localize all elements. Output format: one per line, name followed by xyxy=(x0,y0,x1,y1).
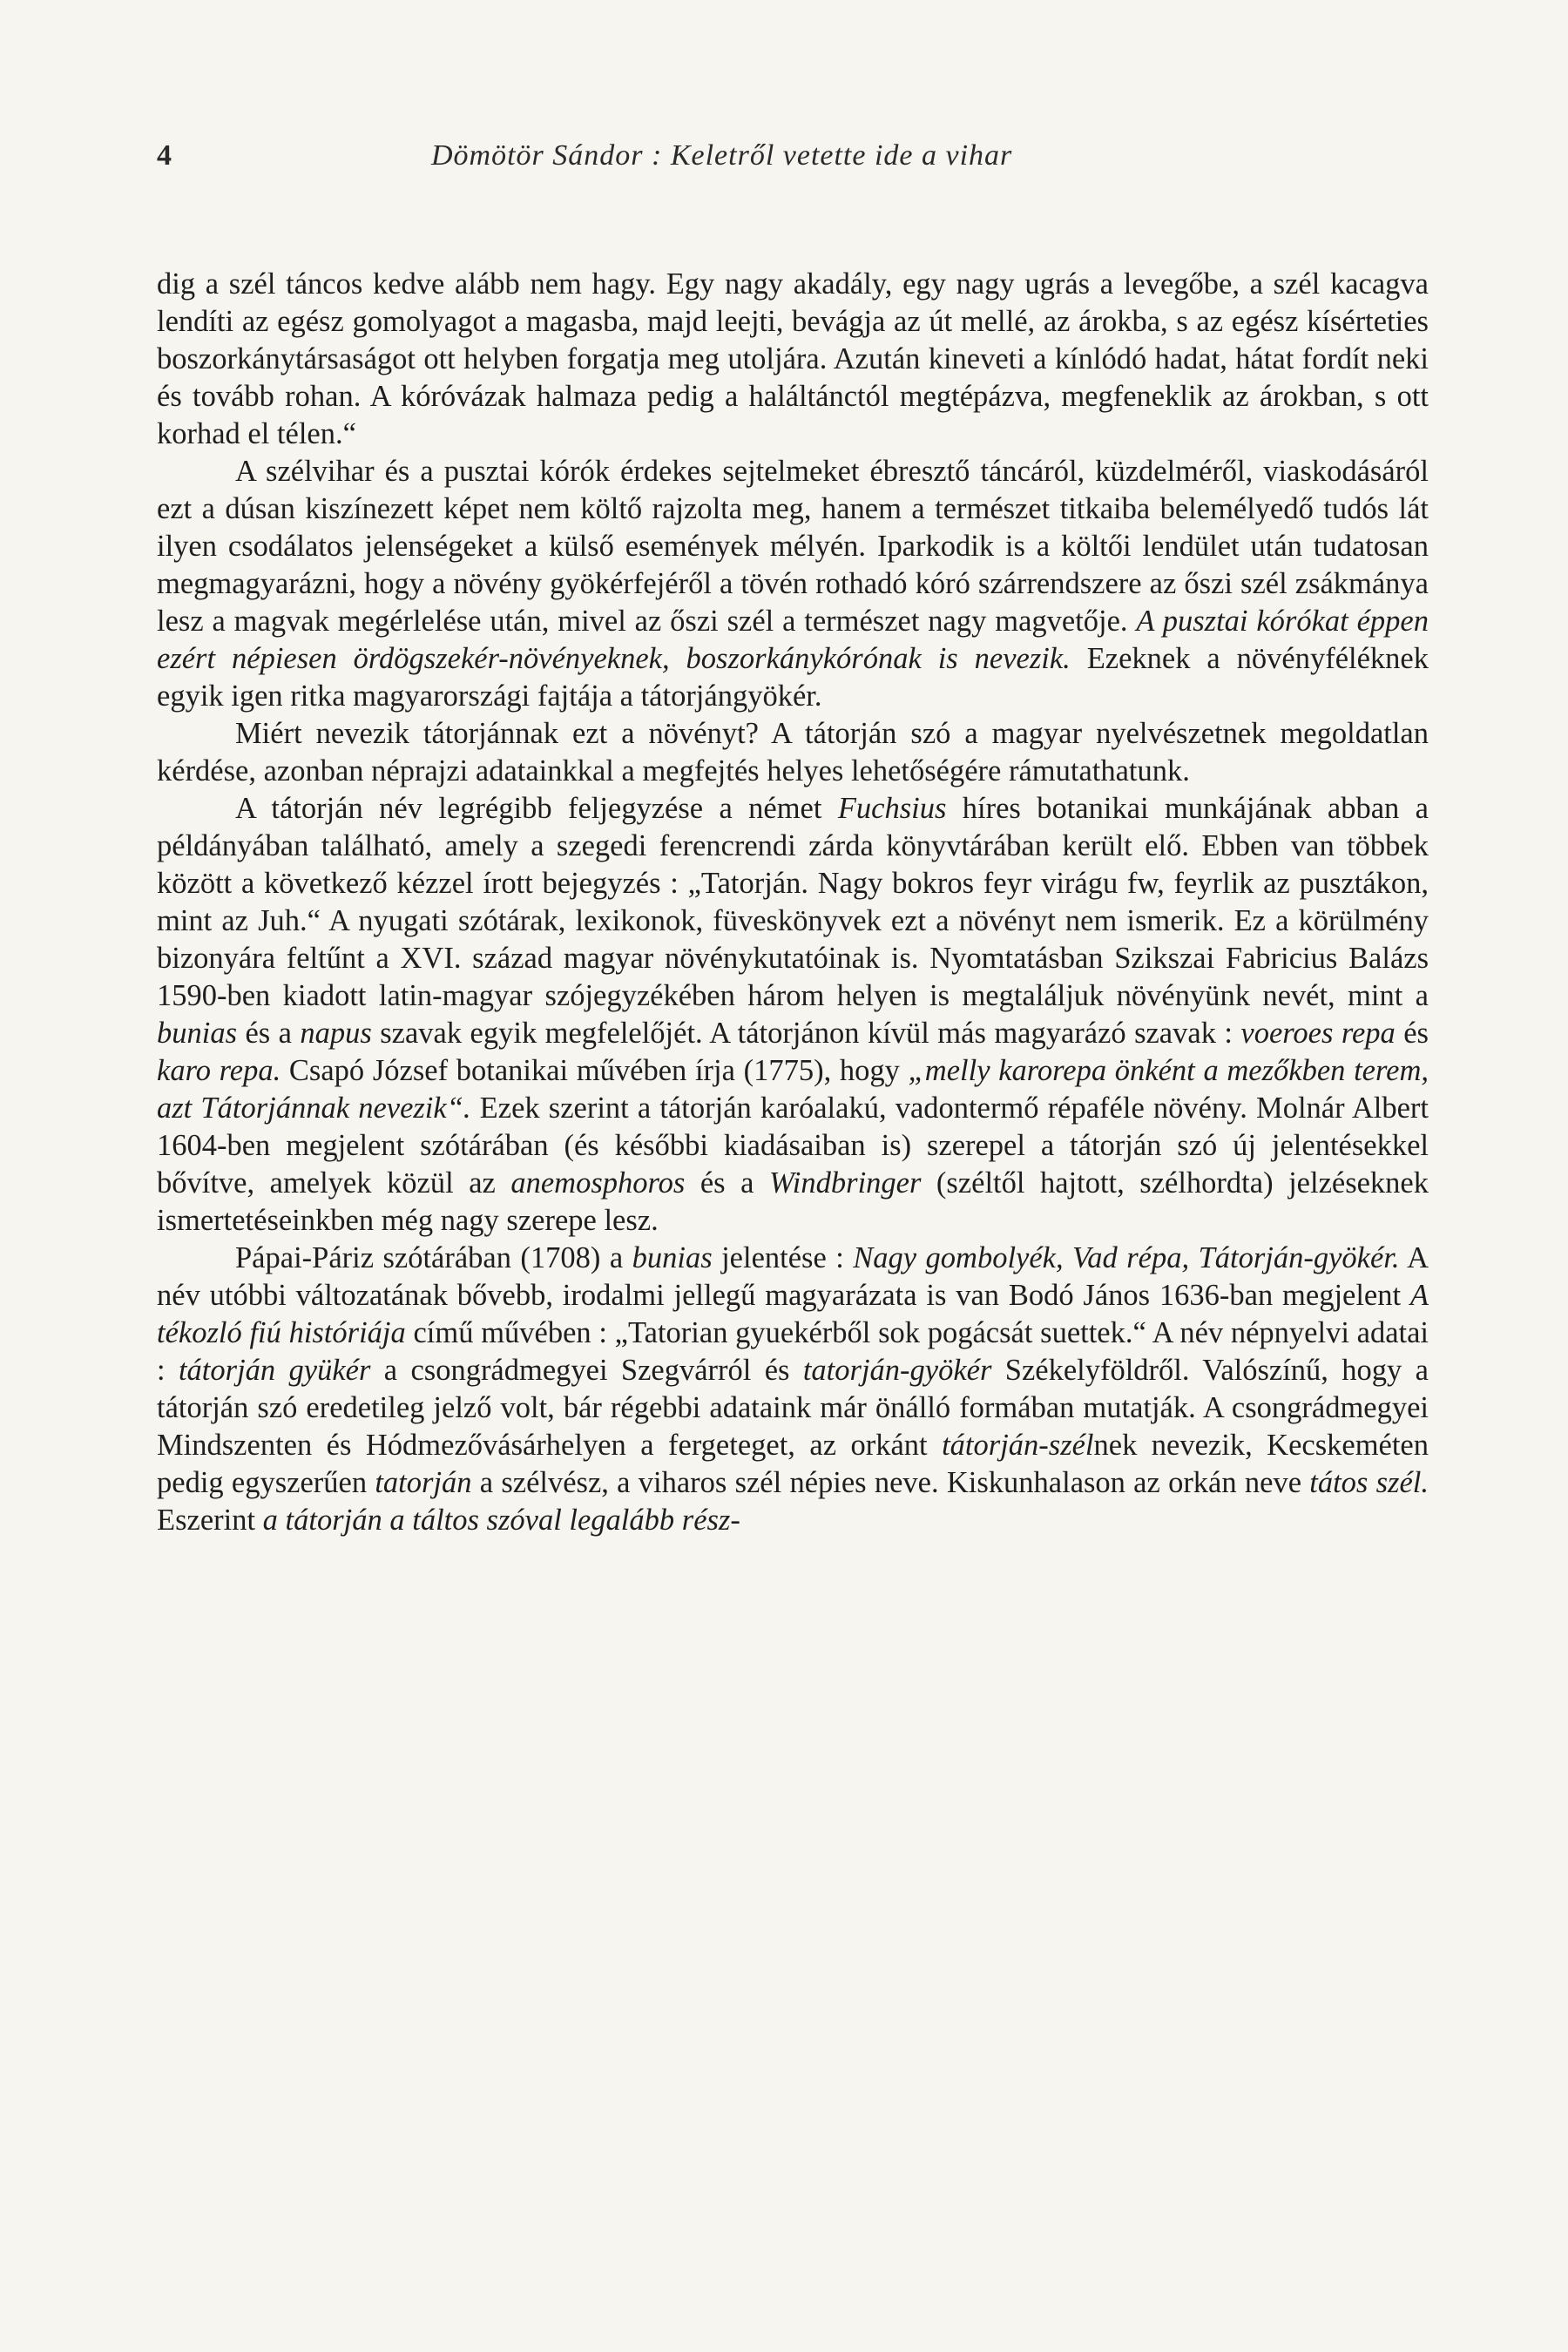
text-run: Miért nevezik tátorjánnak ezt a növényt? A tátorján szó a magyar nyelvészetnek megoldatlan kérdése, azonban néprajzi adatainkkal a megfejtés helyes lehetőségére rámutathatunk. xyxy=(157,717,1429,787)
text-run: dig a szél táncos kedve alább nem hagy. Egy nagy akadály, egy nagy ugrás a levegőbe, a szél kacagva lendíti az egész gomolyagot a magasba, majd leejti, bevágja az út mellé, az árokba, s az egész kísérteties boszorkánytársaságot ott helyben forgatja meg utoljára. Azután kineveti a kínlódó hadat, hátat fordít neki és tovább rohan. A kóróvázak halmaza pedig a haláltánctól megtépázva, megfeneklik az árokban, s ott korhad el télen.“ xyxy=(157,267,1429,450)
italic-run: tatorján xyxy=(375,1466,472,1499)
page-header xyxy=(157,139,1429,192)
paragraph xyxy=(157,790,1429,1240)
italic-run: Nagy gombolyék, Vad répa, Tátorján-gyökér. xyxy=(853,1241,1400,1274)
text-run: és a xyxy=(237,1017,301,1050)
text-run: Pápai-Páriz szótárában (1708) a xyxy=(235,1241,632,1274)
italic-run: bunias xyxy=(632,1241,713,1274)
text-run: a csongrádmegyei Szegvárról és xyxy=(370,1354,803,1387)
text-run: Csapó József botanikai művében írja (1775), hogy xyxy=(280,1054,909,1087)
text-run: Ezek szerint a tátorján karóalakú, vadontermő répaféle növény. Molnár Albert 1604-ben megjelent szótárában (és későbbi kiadásaiban is) szerepel a tátorján szó új jelentésekkel bővítve, amelyek közül az xyxy=(157,1092,1429,1200)
paragraph xyxy=(157,1240,1429,1539)
italic-run: „melly karorepa önként a mezőkben terem, azt Tátorjánnak nevezik“. xyxy=(157,1054,1429,1125)
text-run: és a xyxy=(685,1166,769,1200)
italic-run: anemosphoros xyxy=(510,1166,686,1200)
page-number: 4 xyxy=(157,139,172,172)
running-head: Dömötör Sándor : Keletről vetette ide a vihar xyxy=(431,139,1013,172)
text-run: Ezeknek a növényféléknek egyik igen ritka magyarországi fajtája a tátorjángyökér. xyxy=(157,642,1429,713)
text-run: a szélvész, a viharos szél népies neve. Kiskunhalason az orkán neve xyxy=(471,1466,1310,1499)
text-run: nek nevezik, Kecskeméten pedig egyszerűen xyxy=(157,1429,1429,1499)
italic-run: tátorján-szél xyxy=(942,1429,1094,1462)
paragraph xyxy=(157,453,1429,715)
italic-run: a tátorján a táltos szóval legalább rész- xyxy=(262,1504,740,1537)
text-run: A név utóbbi változatának bővebb, irodalmi jellegű magyarázata is van Bodó János 1636-ban megjelent xyxy=(157,1241,1429,1312)
paragraph xyxy=(157,266,1429,453)
text-run: (széltől hajtott, szélhordta) jelzéseknek ismertetéseinkben még nagy szerepe lesz. xyxy=(157,1166,1429,1237)
italic-run: bunias xyxy=(157,1017,238,1050)
body-text xyxy=(157,266,1429,1539)
paragraph xyxy=(157,715,1429,790)
text-run: című művében : „Tatorian gyuekérből sok pogácsát suettek.“ A név népnyelvi adatai : xyxy=(157,1316,1429,1387)
italic-run: tátos szél. xyxy=(1309,1466,1429,1499)
text-run: jelentése : xyxy=(712,1241,854,1274)
italic-run: tátorján gyükér xyxy=(178,1354,371,1387)
text-run: szavak egyik megfelelőjét. A tátorjánon kívül más magyarázó szavak : xyxy=(371,1017,1241,1050)
text-run: híres botanikai munkájának abban a példányában található, amely a szegedi ferencrendi zárda könyvtárában került elő. Ebben van többek között a következő kézzel írott bejegyzés : „Tatorján. Nagy bokros feyr virágu fw, feyrlik az pusztákon, mint az Juh.“ A nyugati szótárak, lexikonok, füveskönyvek ezt a növényt nem ismerik. Ez a körülmény bizonyára feltűnt a XVI. század magyar növénykutatóinak is. Nyomtatásban Szikszai Fabricius Balázs 1590-ben kiadott latin-magyar szójegyzékében három helyen is megtaláljuk növényünk nevét, mint a xyxy=(157,792,1429,1012)
italic-run: Fuchsius xyxy=(837,792,947,825)
italic-run: napus xyxy=(300,1017,372,1050)
italic-run: Windbringer xyxy=(768,1166,922,1200)
italic-run: A tékozló fiú históriája xyxy=(157,1279,1429,1349)
italic-run: tatorján-gyökér xyxy=(802,1354,992,1387)
text-run: Székelyföldről. Valószínű, hogy a tátorján szó eredetileg jelző volt, bár régebbi adataink már önálló formában mutatják. A csongrádmegyei Mindszenten és Hódmezővásárhelyen a fergeteget, az orkánt xyxy=(157,1354,1429,1462)
text-run: A tátorján név legrégibb feljegyzése a német xyxy=(235,792,838,825)
italic-run: karo repa. xyxy=(157,1054,281,1087)
text-run: és xyxy=(1395,1017,1429,1050)
text-run: Eszerint xyxy=(157,1504,263,1537)
italic-run: voeroes repa xyxy=(1240,1017,1396,1050)
italic-run: A pusztai kórókat éppen ezért népiesen ördögszekér-növényeknek, boszorkánykórónak is nevezik. xyxy=(157,605,1429,675)
text-run: A szélvihar és a pusztai kórók érdekes sejtelmeket ébresztő táncáról, küzdelméről, viaskodásáról ezt a dúsan kiszínezett képet nem költő rajzolta meg, hanem a természet titkaiba belemélyedő tudós lát ilyen csodálatos jelenségeket a külső események mélyén. Iparkodik is a költői lendület után tudatosan megmagyarázni, hogy a növény gyökérfejéről a tövén rothadó kóró szárrendszere az őszi szél zsákmánya lesz a magvak megérlelése után, mivel az őszi szél a természet nagy magvetője. xyxy=(157,455,1429,638)
